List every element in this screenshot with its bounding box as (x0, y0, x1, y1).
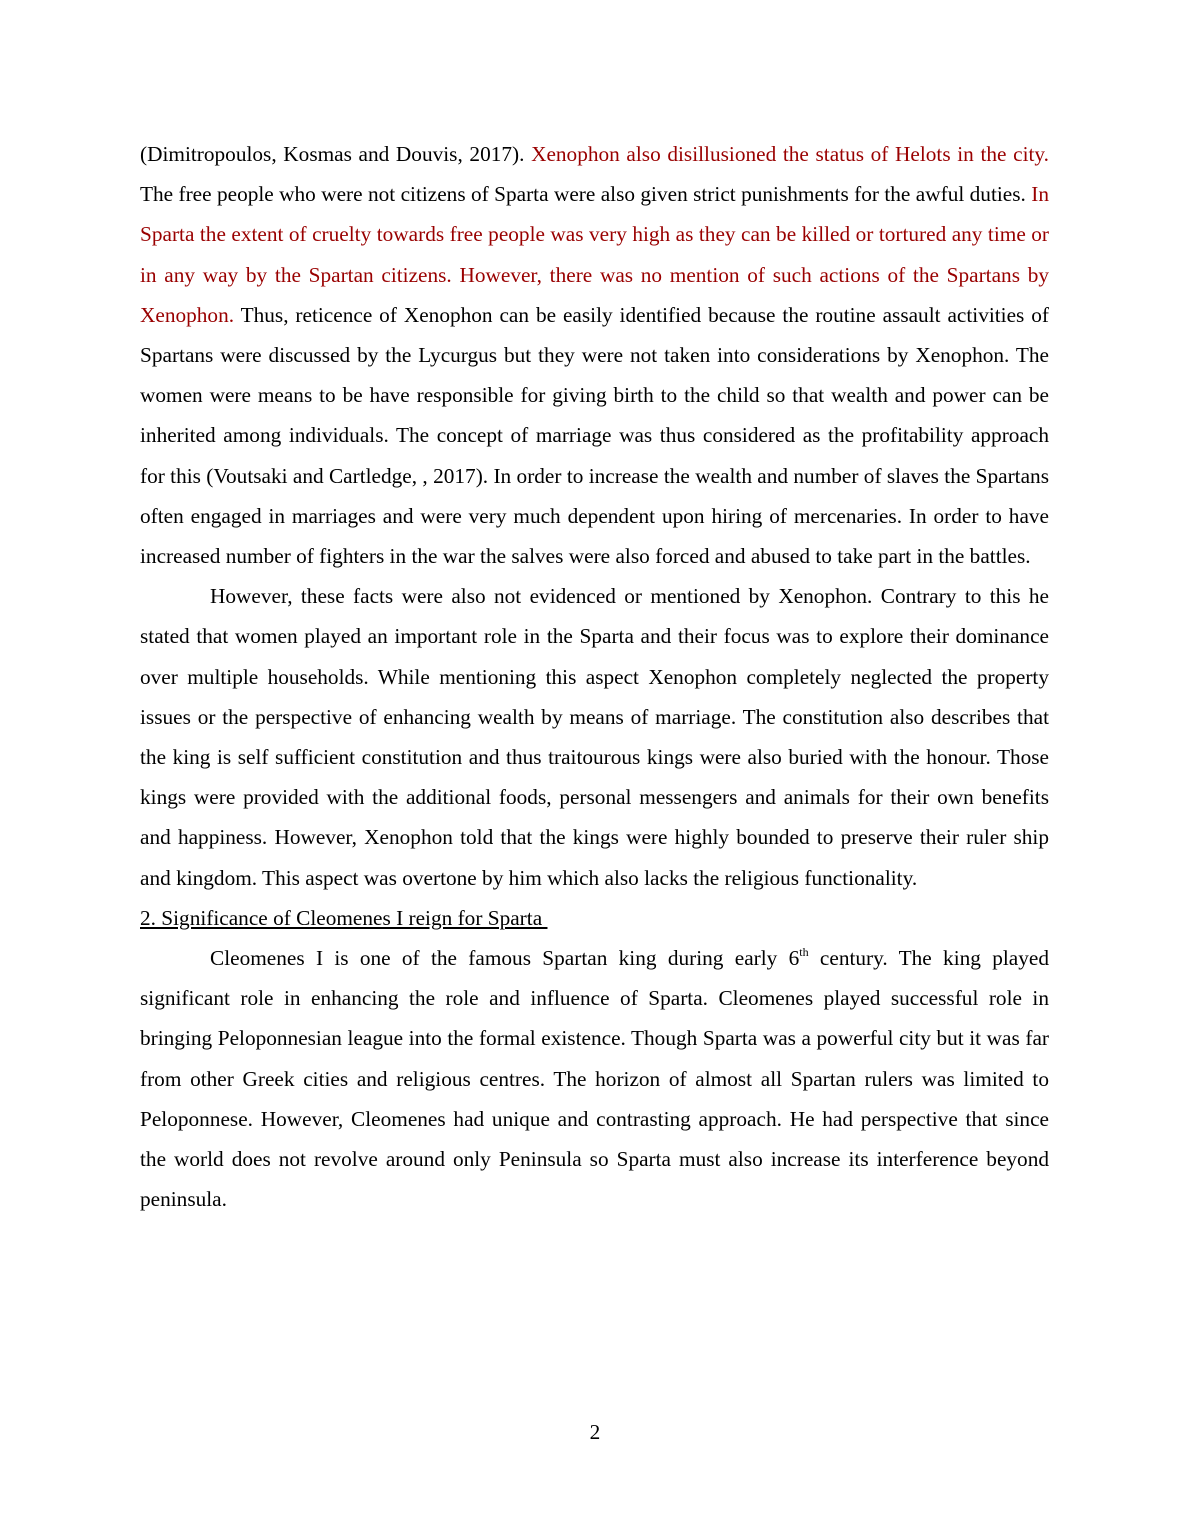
body-text: Thus, reticence of Xenophon can be easily identified because the routine assault activities of Spartans were discussed by the Lycurgus but they were not taken into considerations by Xenophon. The women were means to be have responsible for giving birth to the child so that wealth and power can be inherited among individuals. The concept of marriage was thus considered as the profitability approach for this (Voutsaki and Cartledge, , 2017). In order to increase the wealth and number of slaves the Spartans often engaged in marriages and were very much dependent upon hiring of mercenaries. In order to have increased number of fighters in the war the salves were also forced and abused to take part in the battles. (140, 302, 1049, 569)
body-text: Cleomenes I is one of the famous Spartan king during early 6 (210, 946, 800, 971)
page-body (140, 134, 1049, 1219)
paragraph-xenophon-omissions: However, these facts were also not evidenced or mentioned by Xenophon. Contrary to this he stated that women played an important role in the Sparta and their focus was to explore their dominance over multiple households. While mentioning this aspect Xenophon completely neglected the property issues or the perspective of enhancing wealth by means of marriage. The constitution also describes that the king is self sufficient constitution and thus traitourous kings were also buried with the honour. Those kings were provided with the additional foods, personal messengers and animals for their own benefits and happiness. However, Xenophon told that the kings were highly bounded to preserve their ruler ship and kingdom. This aspect was overtone by him which also lacks the religious functionality. (140, 584, 1049, 890)
section-heading: 2. Significance of Cleomenes I reign for Sparta (140, 905, 548, 930)
highlighted-text: Xenophon also disillusioned the status of Helots in the city. (531, 142, 1049, 166)
paragraph-xenophon-reticence (140, 134, 1049, 576)
body-text: century. The king played significant role in enhancing the role and influence of Sparta. Cleomenes played successful role in bringing Peloponnesian league into the formal existence. Though Sparta was a powerful city but it was far from other Greek cities and religious centres. The horizon of almost all Spartan rulers was limited to Peloponnese. However, Cleomenes had unique and contrasting approach. He had perspective that since the world does not revolve around only Peninsula so Sparta must also increase its interference beyond peninsula. (140, 946, 1049, 1212)
body-text: The free people who were not citizens of Sparta were also given strict punishments for the awful duties. (140, 182, 1032, 207)
page-number: 2 (589, 1420, 601, 1444)
paragraph-cleomenes (140, 938, 1049, 1219)
citation-text: (Dimitropoulos, Kosmas and Douvis, 2017). (140, 142, 532, 166)
ordinal-superscript: th (799, 945, 809, 960)
highlighted-text: In Sparta the extent of cruelty towards free people was very high as they can be killed or tortured any time or in any way by the Spartan citizens. However, there was no mention of such actions of the Spartans by Xenophon. (140, 182, 1049, 327)
